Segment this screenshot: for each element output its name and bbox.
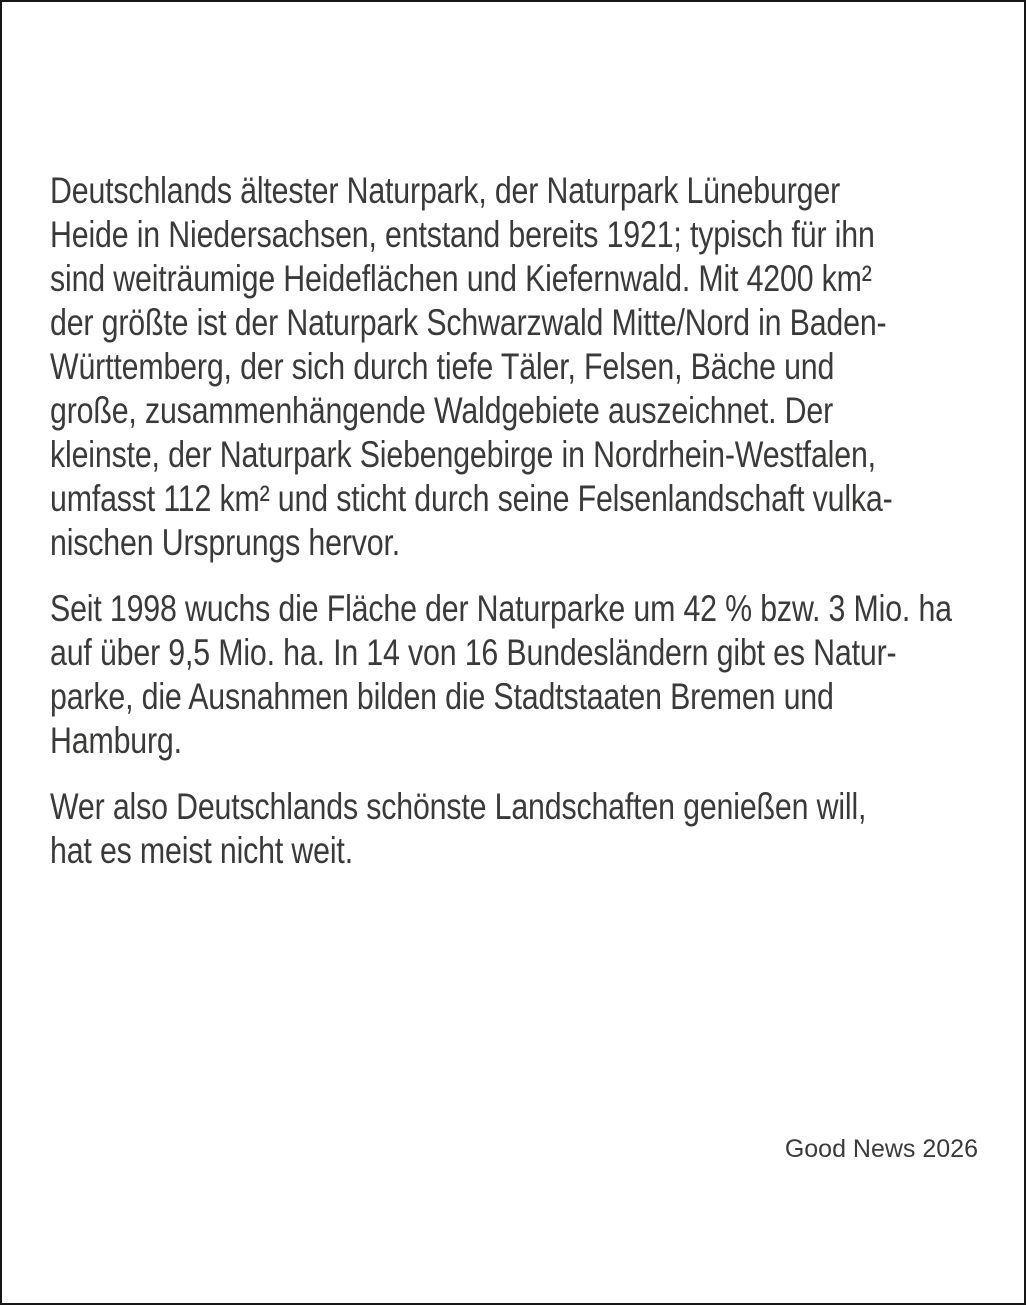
text-line: Württemberg, der sich durch tiefe Täler, Felsen, Bäche und	[50, 346, 835, 387]
paragraph	[50, 169, 994, 565]
text-line: Deutschlands ältester Naturpark, der Naturpark Lüneburger	[50, 170, 841, 211]
text-line: auf über 9,5 Mio. ha. In 14 von 16 Bundesländern gibt es Natur-	[50, 632, 897, 673]
text-line: parke, die Ausnahmen bilden die Stadtstaaten Bremen und	[50, 676, 834, 717]
text-line: Heide in Niedersachsen, entstand bereits 1921; typisch für ihn	[50, 214, 875, 255]
text-line: nischen Ursprungs hervor.	[50, 522, 401, 563]
paragraph	[50, 785, 994, 873]
text-line: umfasst 112 km² und sticht durch seine Felsenlandschaft vulka-	[50, 478, 893, 519]
text-line: kleinste, der Naturpark Siebengebirge in Nordrhein-Westfalen,	[50, 434, 876, 475]
footer-credit: Good News 2026	[784, 1135, 978, 1163]
text-line: Wer also Deutschlands schönste Landschaften genießen will,	[50, 786, 867, 827]
paragraph	[50, 587, 994, 763]
text-line: hat es meist nicht weit.	[50, 830, 353, 871]
text-line: Hamburg.	[50, 720, 182, 761]
text-line: Seit 1998 wuchs die Fläche der Naturparke um 42 % bzw. 3 Mio. ha	[50, 588, 952, 629]
text-line: der größte ist der Naturpark Schwarzwald Mitte/Nord in Baden-	[50, 302, 887, 343]
text-line: sind weiträumige Heideflächen und Kiefernwald. Mit 4200 km²	[50, 258, 872, 299]
article-text	[50, 169, 994, 895]
text-line: große, zusammenhängende Waldgebiete auszeichnet. Der	[50, 390, 834, 431]
